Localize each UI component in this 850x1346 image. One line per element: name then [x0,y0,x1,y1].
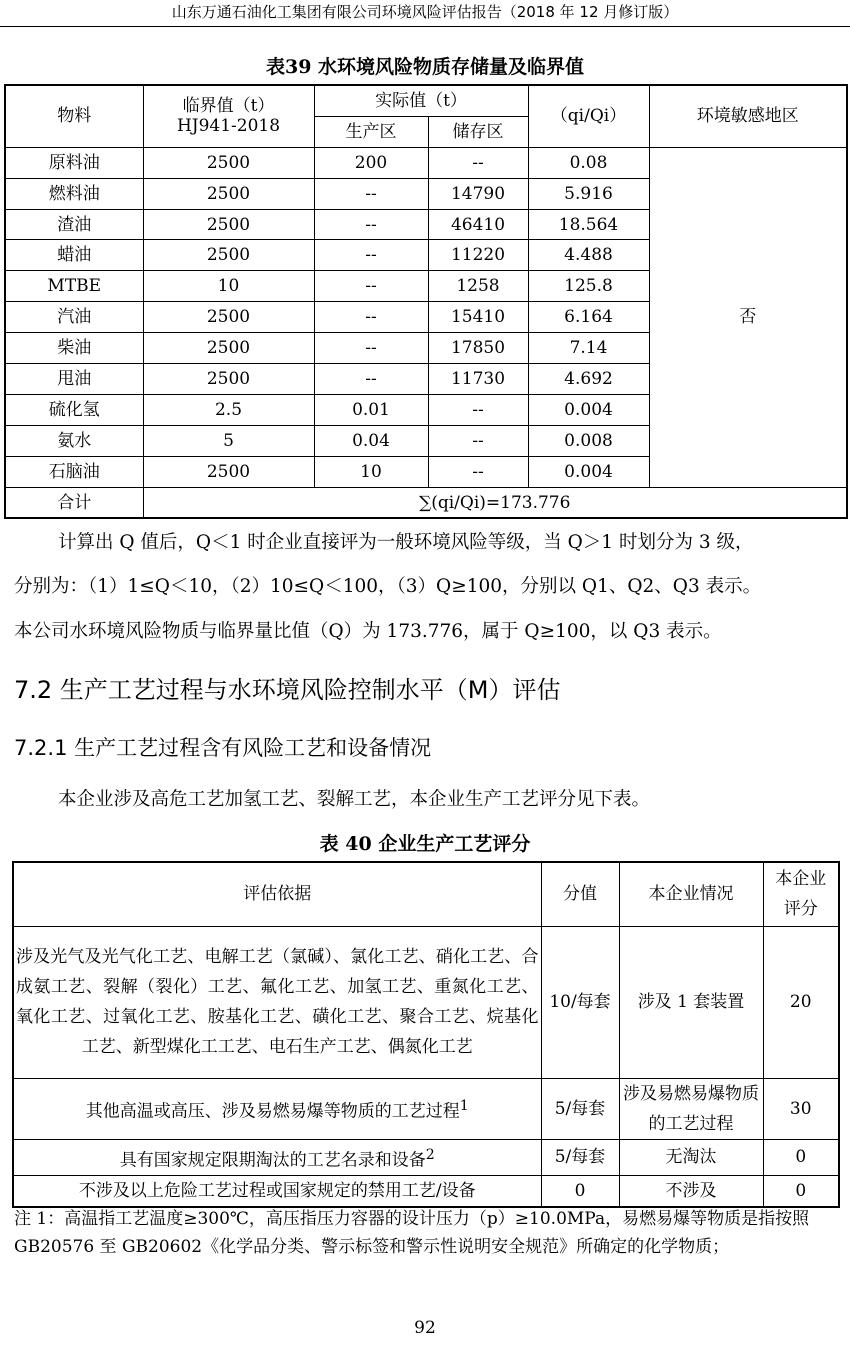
cell-critical: 2500 [143,240,314,271]
cell-material: 石脑油 [5,456,143,487]
cell-ratio: 0.004 [528,456,649,487]
cell-storage: 11730 [428,364,528,395]
cell-score: 5/每套 [541,1078,619,1139]
cell-ratio: 0.008 [528,425,649,456]
cell-ratio: 4.488 [528,240,649,271]
cell-material: 燃料油 [5,178,143,209]
cell-basis: 不涉及以上危险工艺过程或国家规定的禁用工艺/设备 [13,1176,541,1208]
cell-material: 柴油 [5,333,143,364]
cell-production: -- [314,271,428,302]
cell-score: 0 [541,1176,619,1208]
cell-material: MTBE [5,271,143,302]
col-header-basis: 评估依据 [13,862,541,926]
cell-critical: 2500 [143,364,314,395]
cell-production: 0.01 [314,394,428,425]
cell-critical: 5 [143,425,314,456]
cell-material: 硫化氢 [5,394,143,425]
cell-storage: -- [428,425,528,456]
col-header-situation: 本企业情况 [619,862,763,926]
cell-ratio: 6.164 [528,302,649,333]
cell-storage: 17850 [428,333,528,364]
cell-ent-score: 30 [763,1078,839,1139]
cell-production: -- [314,178,428,209]
critical-line1: 临界值（t） [182,96,275,117]
col-header-sensitive: 环境敏感地区 [649,85,847,147]
cell-production: 0.04 [314,425,428,456]
cell-ratio: 125.8 [528,271,649,302]
cell-material: 渣油 [5,209,143,240]
cell-basis [13,1078,541,1139]
page-header: 山东万通石油化工集团有限公司环境风险评估报告（2018 年 12 月修订版） [0,0,850,27]
cell-critical: 2500 [143,302,314,333]
cell-storage: 15410 [428,302,528,333]
cell-ent-score: 0 [763,1176,839,1208]
cell-production: -- [314,364,428,395]
table-row [13,926,839,1078]
cell-material: 汽油 [5,302,143,333]
cell-critical: 2500 [143,456,314,487]
table40-caption: 表 40 企业生产工艺评分 [319,833,531,855]
ent-score-line2: 评分 [783,899,818,920]
footnote-marker: 2 [425,1146,435,1163]
cell-critical: 10 [143,271,314,302]
col-header-critical [143,85,314,147]
col-header-material: 物料 [5,85,143,147]
cell-production: -- [314,209,428,240]
table39-caption: 表39 水环境风险物质存储量及临界值 [265,56,585,78]
cell-production: -- [314,333,428,364]
critical-line2: HJ941-2018 [176,116,281,137]
cell-storage: 46410 [428,209,528,240]
total-row [5,487,847,518]
cell-ratio: 0.08 [528,147,649,178]
cell-critical: 2500 [143,209,314,240]
note1: 注 1：高温指工艺温度≥300℃，高压指压力容器的设计压力（p）≥10.0MPa，易燃易爆等物质是指按照 GB20576 至 GB20602《化学品分类、警示标签和警示性说明安全规范》所确定的化学物质； [14,1209,810,1257]
table-row [13,1139,839,1176]
cell-ratio: 5.916 [528,178,649,209]
cell-storage: 1258 [428,271,528,302]
footnote-marker: 1 [459,1097,469,1114]
table-row [13,1176,839,1208]
col-header-storage: 储存区 [428,116,528,147]
cell-ratio: 0.004 [528,394,649,425]
table-row [5,147,847,178]
col-header-production: 生产区 [314,116,428,147]
cell-storage: -- [428,394,528,425]
section-7-2-1-heading: 7.2.1 生产工艺过程含有风险工艺和设备情况 [14,736,432,760]
cell-basis [13,1139,541,1176]
table40 [12,861,840,1208]
cell-score: 10/每套 [541,926,619,1078]
col-header-score: 分值 [541,862,619,926]
cell-material: 蜡油 [5,240,143,271]
paragraph2: 本企业涉及高危工艺加氢工艺、裂解工艺，本企业生产工艺评分见下表。 [58,789,651,810]
cell-situation: 不涉及 [619,1176,763,1208]
cell-production: 200 [314,147,428,178]
cell-critical: 2.5 [143,394,314,425]
paragraph1-line1: 计算出 Q 值后，Q＜1 时企业直接评为一般环境风险等级，当 Q＞1 时划分为 3 级， [58,532,754,553]
cell-production: -- [314,240,428,271]
cell-ratio: 18.564 [528,209,649,240]
cell-production: 10 [314,456,428,487]
cell-production: -- [314,302,428,333]
cell-ratio: 4.692 [528,364,649,395]
table-row [13,1078,839,1139]
cell-score: 5/每套 [541,1139,619,1176]
cell-ratio: 7.14 [528,333,649,364]
cell-situation: 涉及 1 套装置 [619,926,763,1078]
table39 [4,84,848,519]
cell-basis: 涉及光气及光气化工艺、电解工艺（氯碱）、氯化工艺、硝化工艺、合成氨工艺、裂解（裂化）工艺、氟化工艺、加氢工艺、重氮化工艺、氧化工艺、过氧化工艺、胺基化工艺、磺化工艺、聚合工艺、烷基化工艺、新型煤化工工艺、电石生产工艺、偶氮化工艺 [13,926,541,1078]
col-header-ratio: （qi/Qi） [528,85,649,147]
cell-material: 氨水 [5,425,143,456]
cell-storage: 14790 [428,178,528,209]
cell-material: 甩油 [5,364,143,395]
page-number: 92 [414,1318,436,1338]
cell-ent-score: 0 [763,1139,839,1176]
cell-sensitive: 否 [649,147,847,487]
cell-situation: 无淘汰 [619,1139,763,1176]
total-value: ∑(qi/Qi)=173.776 [143,487,847,518]
cell-critical: 2500 [143,178,314,209]
col-header-ent-score [763,862,839,926]
cell-ent-score: 20 [763,926,839,1078]
cell-material: 原料油 [5,147,143,178]
paragraph1-line3: 本公司水环境风险物质与临界量比值（Q）为 173.776，属于 Q≥100，以 Q3 表示。 [14,621,722,642]
cell-storage: -- [428,456,528,487]
cell-storage: -- [428,147,528,178]
cell-storage: 11220 [428,240,528,271]
cell-situation: 涉及易燃易爆物质的工艺过程 [619,1078,763,1139]
paragraph1-line2: 分别为：（1）1≤Q＜10，（2）10≤Q＜100，（3）Q≥100，分别以 Q1、Q2、Q3 表示。 [14,576,762,597]
cell-critical: 2500 [143,333,314,364]
basis-text: 具有国家规定限期淘汰的工艺名录和设备 [119,1150,426,1171]
basis-text: 其他高温或高压、涉及易燃易爆等物质的工艺过程 [85,1101,460,1122]
total-label: 合计 [5,487,143,518]
ent-score-line1: 本企业 [775,869,827,890]
section-7-2-heading: 7.2 生产工艺过程与水环境风险控制水平（M）评估 [14,676,561,704]
col-header-actual: 实际值（t） [314,85,528,116]
cell-critical: 2500 [143,147,314,178]
